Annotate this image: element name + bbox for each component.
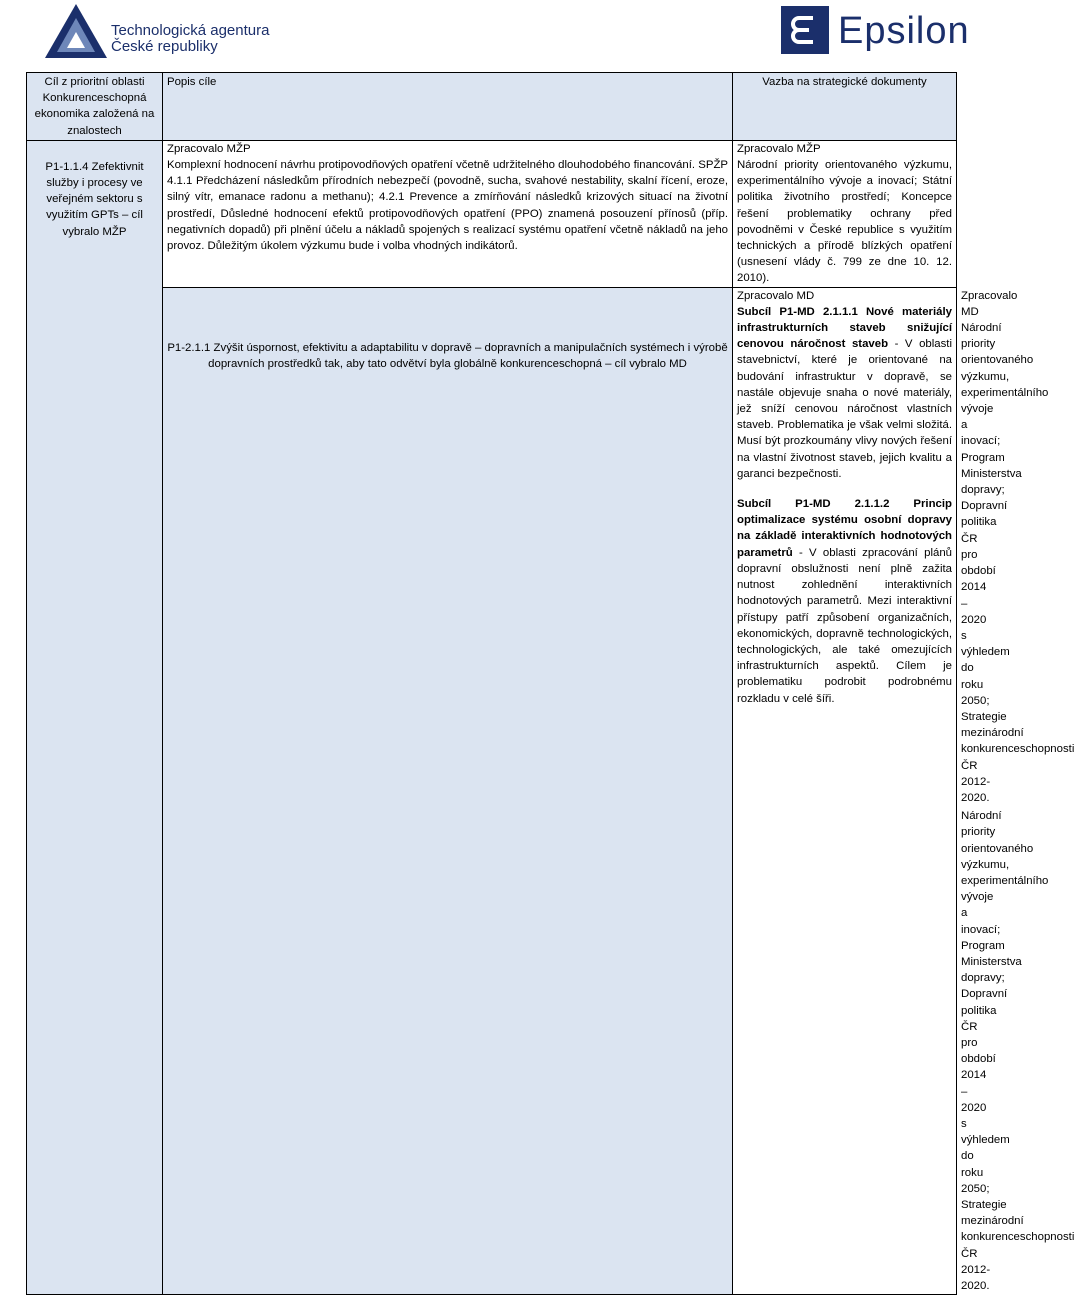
mzp-description: Komplexní hodnocení návrhu protipovodňových opatření včetně udržitelného dlouhodobého financování. SPŽP 4.1.1 Předcházení následkům přírodních nebezpečí (povodně, sucha, svahové nestability, skalní řícení, eroze, silný vítr, emanace radonu a methanu); 4.2.1 Prevence a zmírňování následků krizových situací na životní prostředí, Důsledné hodnocení efektů protipovodňových opatření (PPO) znamená posouzení přínosů (příp. negativních dopadů) při plnění účelu a nákladů spojených s realizací systému opatření včetně nákladů na jeho provoz. Důležitým úkolem výzkumu bude i volba vhodných indikátorů. — [167, 159, 728, 253]
goals-table — [26, 72, 1074, 1295]
subgoal-1-title: Subcíl P1-MD 2.1.1.1 Nové materiály infrastrukturních staveb snižující cenovou náročnost staveb — [737, 305, 952, 351]
md-description-cell — [733, 287, 957, 1295]
subgoal-2-title: Subcíl P1-MD 2.1.1.2 Princip optimalizace systému osobní dopravy na základě interaktivních hodnotových parametrů — [737, 498, 952, 559]
epsilon-wordmark: Epsilon — [838, 10, 970, 52]
mzp-description-cell — [163, 140, 733, 287]
subgoal-1 — [737, 304, 952, 482]
tacr-wordmark — [111, 23, 269, 55]
col-goal-header: Cíl z prioritní oblasti Konkurenceschopná ekonomika založená na znalostech — [27, 73, 163, 141]
col-description-header: Popis cíle — [163, 73, 733, 141]
md-heading: Zpracovalo MD — [737, 289, 815, 302]
table-header-row — [27, 73, 957, 141]
tacr-logo-icon — [43, 2, 109, 60]
table-row: P1-2.1.1 Zvýšit úspornost, efektivitu a adaptabilitu v dopravě – dopravních a manipulačních systémech i výrobě dopravních prostředků tak, aby tato odvětví byla globálně konkurenceschopná – cíl vybralo MD Zpracovalo MD Subcíl P1-MD 2.1.1.1 Nové materiály infrastrukturních staveb snižující cenovou náročnost staveb - V oblasti stavebnictví, které je orientované na budování infrastruktur v dopravě, se nastále objevuje snaha o nové materiály, jež sníží cenovou náročnost vlastních staveb. Problematika je však velmi složitá. Musí být prozkoumány vlivy nových řešení na vlastní životnost staveb, jejich kvalitu a garanci bezpečnosti. Subcíl P1-MD 2.1.1.2 Princip optimalizace systému osobní dopravy na základě interaktivních hodnotových parametrů - V oblasti zpracování plánů dopravní obslužnosti není plně zažita nutnost zohlednění interaktivních hodnotových parametrů. Mezi interaktivní přístupy patří způsobení organizačních, ekonomických, dopravně technologických, technologických, ale také omezujících infrastrukturních aspektů. Cílem je problematiku podrobit podrobnému rozkladu v celé šíři. Zpracovalo MD Národní priority orientovaného výzkumu, experimentálního vývoje a inovací; Program Ministerstva dopravy; Dopravní politika ČR pro období 2014 – 2020 s výhledem do roku 2050; Strategie mezinárodní konkurenceschopnosti ČR 2012-2020. Národní priority orientovaného výzkumu, experimentálního vývoje a inovací; Program Ministerstva dopravy; Dopravní politika ČR pro období 2014 – 2020 s výhledem do roku 2050; Strategie mezinárodní konkurenceschopnosti ČR 2012-2020. — [27, 287, 957, 1295]
tacr-line-2: České republiky — [111, 38, 218, 55]
tacr-line-1: Technologická agentura — [111, 22, 270, 39]
table-row — [27, 140, 957, 287]
mzp-strategy-cell — [733, 140, 957, 287]
goal-1: P1-1.1.4 Zefektivnit služby i procesy ve veřejném sektoru s využitím GPTs – cíl vybralo MŽP — [45, 160, 144, 238]
subgoal-2 — [737, 496, 952, 707]
goal-cell-1 — [27, 140, 163, 1294]
subgoal-2-text: - V oblasti zpracování plánů dopravní obslužnosti není plně zažita nutnost zohlednění interaktivních hodnotových parametrů. Mezi interaktivní přístupy patří způsobení organizačních, ekonomických, dopravně technologických, technologických, ale také omezujících infrastrukturních aspektů. Cílem je problematiku podrobit podrobnému rozkladu v celé šíři. — [737, 546, 952, 705]
epsilon-logo-icon — [781, 6, 829, 54]
subgoal-1-text: - V oblasti stavebnictví, které je orientované na budování infrastruktur v dopravě, se nastále objevuje snaha o nové materiály, jež sníží cenovou náročnost vlastních staveb. Problematika je však velmi složitá. Musí být prozkoumány vlivy nových řešení na vlastní životnost staveb, jejich kvalitu a garanci bezpečnosti. — [737, 338, 952, 480]
goal-cell-2 — [163, 287, 733, 1295]
mzp-heading: Zpracovalo MŽP — [167, 142, 251, 155]
mzp-strategy-heading: Zpracovalo MŽP — [737, 142, 821, 155]
goal-2: P1-2.1.1 Zvýšit úspornost, efektivitu a adaptabilitu v dopravě – dopravních a manipulačních systémech i výrobě dopravních prostředků tak, aby tato odvětví byla globálně konkurenceschopná – cíl vybralo MD — [167, 341, 728, 370]
col-strategy-header: Vazba na strategické dokumenty — [733, 73, 957, 141]
page-header — [0, 0, 970, 66]
mzp-strategy-refs: Národní priority orientovaného výzkumu, experimentálního vývoje a inovací; Státní politika životního prostředí; Koncepce řešení problematiky ochrany před povodněmi v České republice s využitím technických a přírodě blízkých opatření (usnesení vlády č. 799 ze dne 10. 12. 2010). — [737, 159, 952, 285]
